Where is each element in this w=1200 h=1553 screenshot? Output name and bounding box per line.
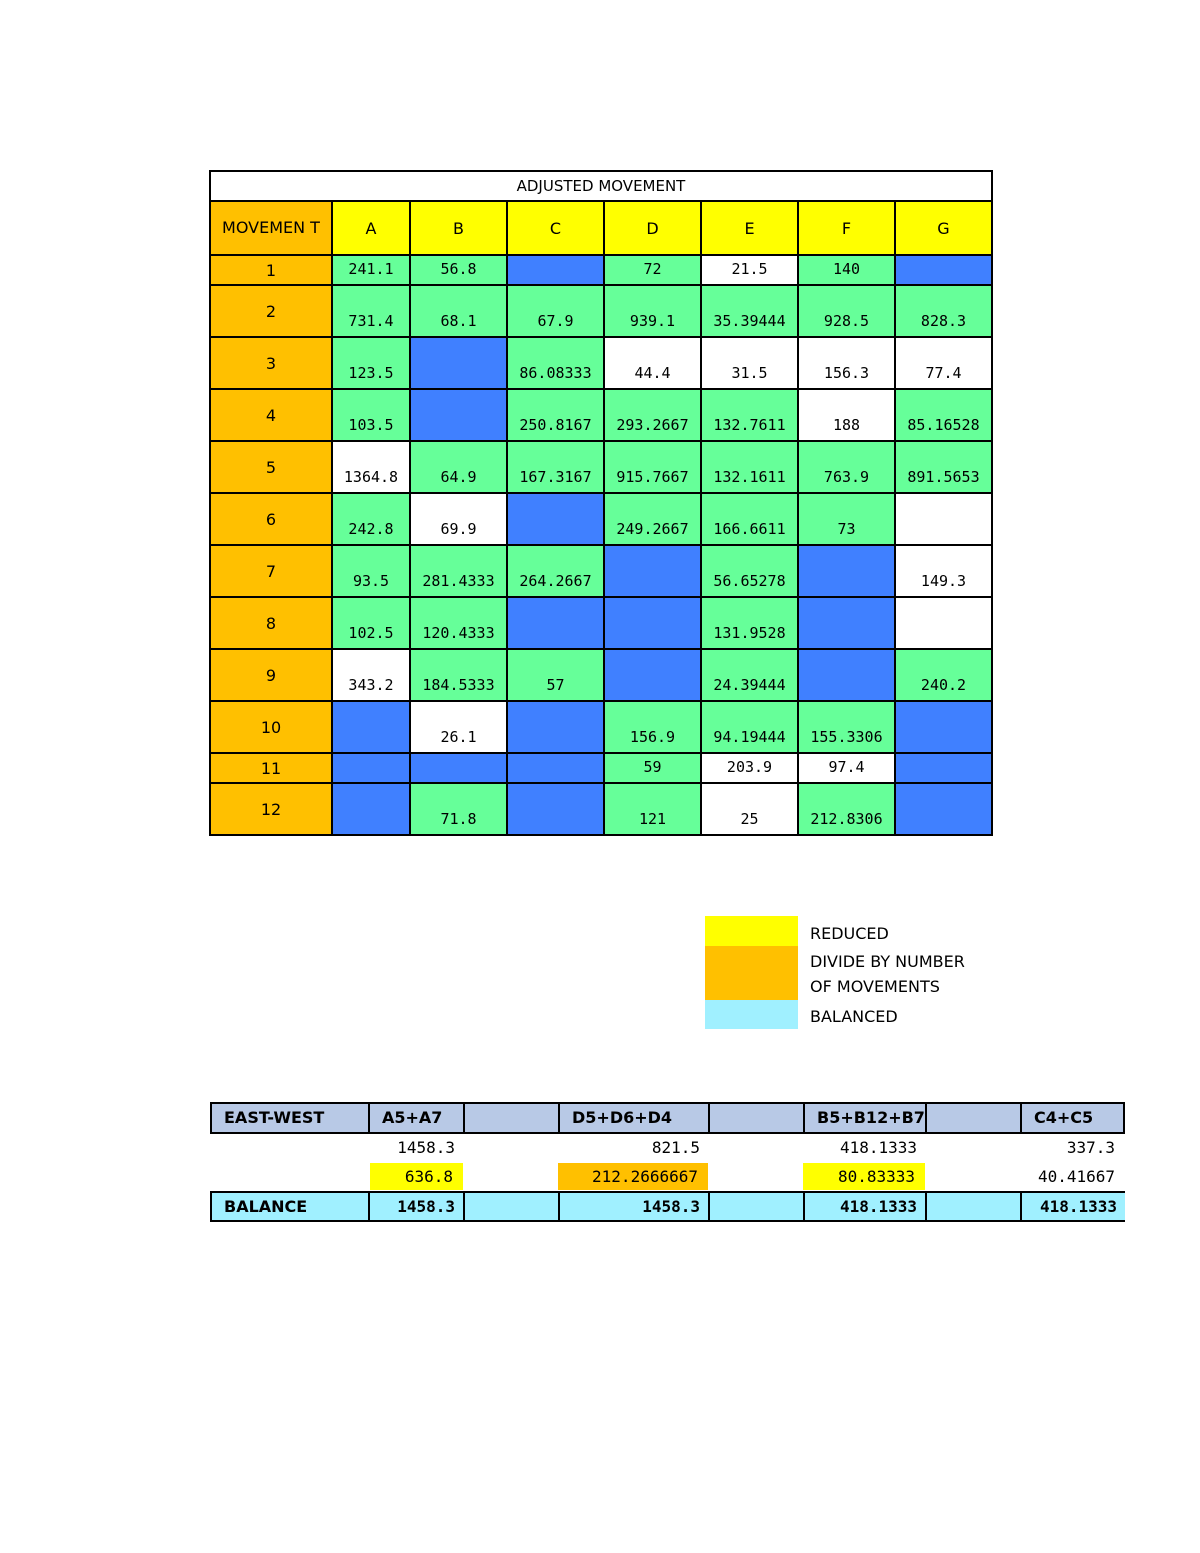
cell-c11 (507, 753, 604, 783)
row1-value-a: 1458.3 (397, 1138, 455, 1157)
cell-d11: 59 (604, 753, 701, 783)
table-row (210, 753, 992, 783)
cell-c7: 264.2667 (507, 545, 604, 597)
cell-e12: 25 (701, 783, 798, 835)
header-east-west: EAST-WEST (210, 1102, 370, 1134)
cell-e6: 166.6611 (701, 493, 798, 545)
cell-b7: 281.4333 (410, 545, 507, 597)
balance-blank-1 (463, 1191, 560, 1222)
cell-g1 (895, 255, 992, 285)
cell-e9: 24.39444 (701, 649, 798, 701)
cell-f5: 763.9 (798, 441, 895, 493)
table-row (210, 597, 992, 649)
balance-value-b: 418.1333 (803, 1191, 927, 1222)
header-blank-1 (463, 1102, 560, 1134)
cell-e4: 132.7611 (701, 389, 798, 441)
balance-value-d: 1458.3 (558, 1191, 710, 1222)
cell-f3: 156.3 (798, 337, 895, 389)
cell-f2: 928.5 (798, 285, 895, 337)
legend-label-divide-line1: DIVIDE BY NUMBER (810, 952, 965, 971)
cell-e3: 31.5 (701, 337, 798, 389)
cell-c4: 250.8167 (507, 389, 604, 441)
cell-e2: 35.39444 (701, 285, 798, 337)
cell-b1: 56.8 (410, 255, 507, 285)
row-label-10: 10 (210, 701, 332, 753)
cell-c10 (507, 701, 604, 753)
row-label-3: 3 (210, 337, 332, 389)
header-blank-3 (925, 1102, 1022, 1134)
row1-value-d: 821.5 (651, 1138, 700, 1157)
cell-a3: 123.5 (332, 337, 410, 389)
cell-g7: 149.3 (895, 545, 992, 597)
cell-d5: 915.7667 (604, 441, 701, 493)
column-header-a: A (332, 201, 410, 255)
row1-value-b: 418.1333 (839, 1138, 917, 1157)
cell-g11 (895, 753, 992, 783)
cell-b3 (410, 337, 507, 389)
table-row (210, 783, 992, 835)
table-row (210, 255, 992, 285)
row-label-4: 4 (210, 389, 332, 441)
cell-d7 (604, 545, 701, 597)
row-label-5: 5 (210, 441, 332, 493)
cell-c2: 67.9 (507, 285, 604, 337)
cell-a10 (332, 701, 410, 753)
corner-header (210, 201, 332, 255)
cell-f12: 212.8306 (798, 783, 895, 835)
column-header-b: B (410, 201, 507, 255)
balance-value-c: 418.1333 (1020, 1191, 1125, 1222)
cell-g12 (895, 783, 992, 835)
row2-value-b: 80.83333 (803, 1163, 925, 1190)
legend-label-reduced: REDUCED (810, 924, 889, 943)
corner-header-label: MOVEMEN T (222, 218, 320, 237)
header-d5-d6-d4: D5+D6+D4 (558, 1102, 710, 1134)
cell-b12: 71.8 (410, 783, 507, 835)
cell-d8 (604, 597, 701, 649)
cell-a1: 241.1 (332, 255, 410, 285)
cell-a6: 242.8 (332, 493, 410, 545)
cell-e1: 21.5 (701, 255, 798, 285)
cell-f1: 140 (798, 255, 895, 285)
cell-e8: 131.9528 (701, 597, 798, 649)
table-row (210, 649, 992, 701)
cell-f11: 97.4 (798, 753, 895, 783)
row-label-11: 11 (210, 753, 332, 783)
row-label-8: 8 (210, 597, 332, 649)
cell-a7: 93.5 (332, 545, 410, 597)
cell-g6 (895, 493, 992, 545)
header-blank-2 (708, 1102, 805, 1134)
cell-g2: 828.3 (895, 285, 992, 337)
table-row (210, 389, 992, 441)
cell-e11: 203.9 (701, 753, 798, 783)
cell-g3: 77.4 (895, 337, 992, 389)
cell-b11 (410, 753, 507, 783)
cell-g10 (895, 701, 992, 753)
column-header-c: C (507, 201, 604, 255)
header-b5-b12-b7: B5+B12+B7 (803, 1102, 927, 1134)
row-label-12: 12 (210, 783, 332, 835)
cell-b10: 26.1 (410, 701, 507, 753)
cell-g5: 891.5653 (895, 441, 992, 493)
cell-e10: 94.19444 (701, 701, 798, 753)
cell-a9: 343.2 (332, 649, 410, 701)
table-row (210, 441, 992, 493)
cell-a8: 102.5 (332, 597, 410, 649)
column-header-d: D (604, 201, 701, 255)
column-header-g: G (895, 201, 992, 255)
cell-f10: 155.3306 (798, 701, 895, 753)
cell-c6 (507, 493, 604, 545)
cell-f8 (798, 597, 895, 649)
row2-value-a: 636.8 (370, 1163, 463, 1190)
balance-label: BALANCE (210, 1191, 370, 1222)
cell-a11 (332, 753, 410, 783)
cell-d9 (604, 649, 701, 701)
cell-d1: 72 (604, 255, 701, 285)
cell-d10: 156.9 (604, 701, 701, 753)
cell-e7: 56.65278 (701, 545, 798, 597)
header-a5-a7: A5+A7 (368, 1102, 465, 1134)
column-header-f: F (798, 201, 895, 255)
row2-value-c: 40.41667 (1037, 1167, 1115, 1186)
balance-blank-3 (925, 1191, 1022, 1222)
cell-f7 (798, 545, 895, 597)
cell-c9: 57 (507, 649, 604, 701)
table-row (210, 493, 992, 545)
row-label-1: 1 (210, 255, 332, 285)
cell-g4: 85.16528 (895, 389, 992, 441)
cell-f6: 73 (798, 493, 895, 545)
cell-c12 (507, 783, 604, 835)
cell-a5: 1364.8 (332, 441, 410, 493)
cell-b9: 184.5333 (410, 649, 507, 701)
cell-g9: 240.2 (895, 649, 992, 701)
table-title: ADJUSTED MOVEMENT (210, 171, 992, 201)
table-row (210, 285, 992, 337)
cell-d4: 293.2667 (604, 389, 701, 441)
column-header-e: E (701, 201, 798, 255)
cell-c5: 167.3167 (507, 441, 604, 493)
cell-d3: 44.4 (604, 337, 701, 389)
row-label-9: 9 (210, 649, 332, 701)
cell-c8 (507, 597, 604, 649)
cell-d6: 249.2667 (604, 493, 701, 545)
cell-d2: 939.1 (604, 285, 701, 337)
legend-swatch-divide (705, 946, 798, 1000)
legend-swatch-balanced (705, 1000, 798, 1029)
cell-g8 (895, 597, 992, 649)
table-row (210, 545, 992, 597)
cell-a4: 103.5 (332, 389, 410, 441)
cell-a2: 731.4 (332, 285, 410, 337)
cell-a12 (332, 783, 410, 835)
cell-c3: 86.08333 (507, 337, 604, 389)
cell-f9 (798, 649, 895, 701)
cell-b2: 68.1 (410, 285, 507, 337)
table-row (210, 701, 992, 753)
row2-value-d: 212.2666667 (558, 1163, 708, 1190)
cell-b6: 69.9 (410, 493, 507, 545)
row-label-6: 6 (210, 493, 332, 545)
cell-c1 (507, 255, 604, 285)
adjusted-movement-table (209, 170, 993, 836)
cell-f4: 188 (798, 389, 895, 441)
cell-b8: 120.4333 (410, 597, 507, 649)
legend-swatch-reduced (705, 916, 798, 946)
cell-b5: 64.9 (410, 441, 507, 493)
legend-label-balanced: BALANCED (810, 1007, 898, 1026)
table-row (210, 337, 992, 389)
balance-blank-2 (708, 1191, 805, 1222)
cell-b4 (410, 389, 507, 441)
row-label-7: 7 (210, 545, 332, 597)
legend-label-divide-line2: OF MOVEMENTS (810, 977, 940, 996)
row-label-2: 2 (210, 285, 332, 337)
header-c4-c5: C4+C5 (1020, 1102, 1125, 1134)
cell-d12: 121 (604, 783, 701, 835)
balance-value-a: 1458.3 (368, 1191, 465, 1222)
cell-e5: 132.1611 (701, 441, 798, 493)
row1-value-c: 337.3 (1066, 1138, 1115, 1157)
